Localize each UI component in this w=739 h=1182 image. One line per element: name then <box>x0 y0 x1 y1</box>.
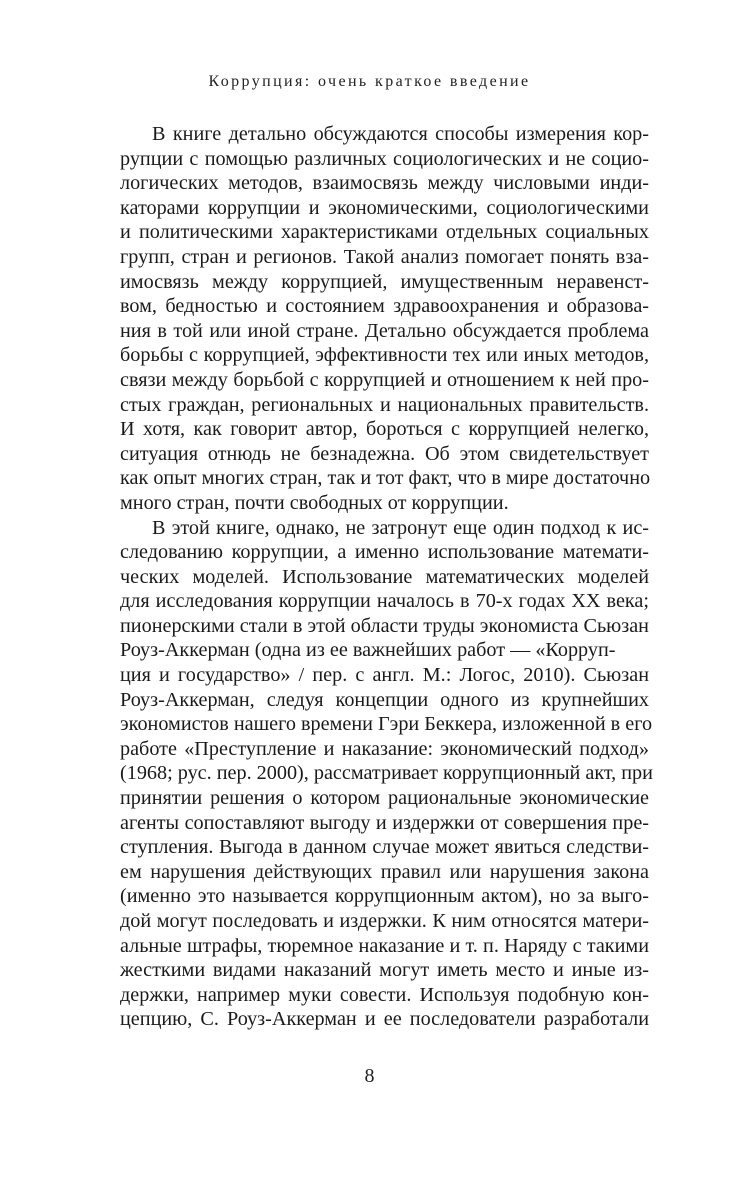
body-text <box>120 122 653 1032</box>
text-line: (именно это называется коррупционным актом), но за выго- <box>120 885 649 908</box>
text-line: имосвязь между коррупцией, имущественным неравенст- <box>120 270 649 293</box>
text-line: и политическими характеристиками отдельных социальных <box>120 221 649 244</box>
text-line: И хотя, как говорит автор, бороться с коррупцией нелегко, <box>120 418 649 441</box>
text-line: принятии решения о котором рациональные экономические <box>120 787 649 810</box>
text-line: альные штрафы, тюремное наказание и т. п. Наряду с такими <box>120 934 649 957</box>
text-line: (1968; рус. пер. 2000), рассматривает коррупционный акт, при <box>120 762 653 785</box>
text-line: следованию коррупции, а именно использование математи- <box>120 541 649 564</box>
text-line: В этой книге, однако, не затронут еще один подход к ис- <box>152 516 649 539</box>
text-line: ния в той или иной стране. Детально обсуждается проблема <box>120 319 649 342</box>
text-line: В книге детально обсуждаются способы измерения кор- <box>152 123 649 145</box>
text-line: связи между борьбой с коррупцией и отношением к ней про- <box>120 368 649 391</box>
text-line: Роуз-Аккерман, следуя концепции одного из крупнейших <box>120 688 649 711</box>
text-line: как опыт многих стран, так и тот факт, что в мире достаточно <box>120 467 651 490</box>
text-line: цепцию, С. Роуз-Аккерман и ее последователи разработали <box>120 1008 649 1031</box>
text-line: агенты сопоставляют выгоду и издержки от совершения пре- <box>120 811 649 834</box>
text-line: ситуация отнюдь не безнадежна. Об этом свидетельствует <box>120 442 649 465</box>
text-line: экономистов нашего времени Гэри Беккера, изложенной в его <box>120 713 653 736</box>
text-line: ем нарушения действующих правил или нарушения закона <box>120 860 649 883</box>
text-line: вом, бедностью и состоянием здравоохранения и образова- <box>120 295 649 318</box>
text-line: ступления. Выгода в данном случае может явиться следстви- <box>120 836 649 859</box>
text-line: жесткими видами наказаний могут иметь место и иные из- <box>120 959 649 982</box>
text-fragment: пионерскими стали в этой области труды экономиста Сьюзан Роуз-Аккерман (одна из ее важнейших работ — «Корруп- <box>120 614 649 662</box>
text-line: работе «Преступление и наказание: экономический подход» <box>120 737 649 760</box>
text-line: дой могут последовать и издержки. К ним относятся матери- <box>120 910 649 932</box>
page-number: 8 <box>364 1065 375 1087</box>
running-head: Коррупция: очень краткое введение <box>208 73 531 90</box>
text-line: много стран, почти свободных от коррупции. <box>120 491 509 514</box>
text-line: ческих моделей. Использование математических моделей <box>120 565 649 588</box>
text-line: борьбы с коррупцией, эффективности тех или иных методов, <box>120 344 649 367</box>
text-line: рупции с помощью различных социологических и не социо- <box>120 147 649 170</box>
text-line: для исследования коррупции началось в 70-х годах XX века; <box>120 590 649 613</box>
text-line: стых граждан, региональных и национальных правительств. <box>120 393 649 416</box>
text-line: держки, например муки совести. Используя подобную кон- <box>120 983 649 1006</box>
text-line: ция и государство» / пер. с англ. М.: Логос, 2010). Сьюзан <box>120 664 649 687</box>
text-line <box>120 614 649 663</box>
text-line: каторами коррупции и экономическими, социологическими <box>120 196 649 219</box>
text-line: логических методов, взаимосвязь между числовыми инди- <box>120 172 649 195</box>
text-line: групп, стран и регионов. Такой анализ помогает понять вза- <box>120 245 649 268</box>
